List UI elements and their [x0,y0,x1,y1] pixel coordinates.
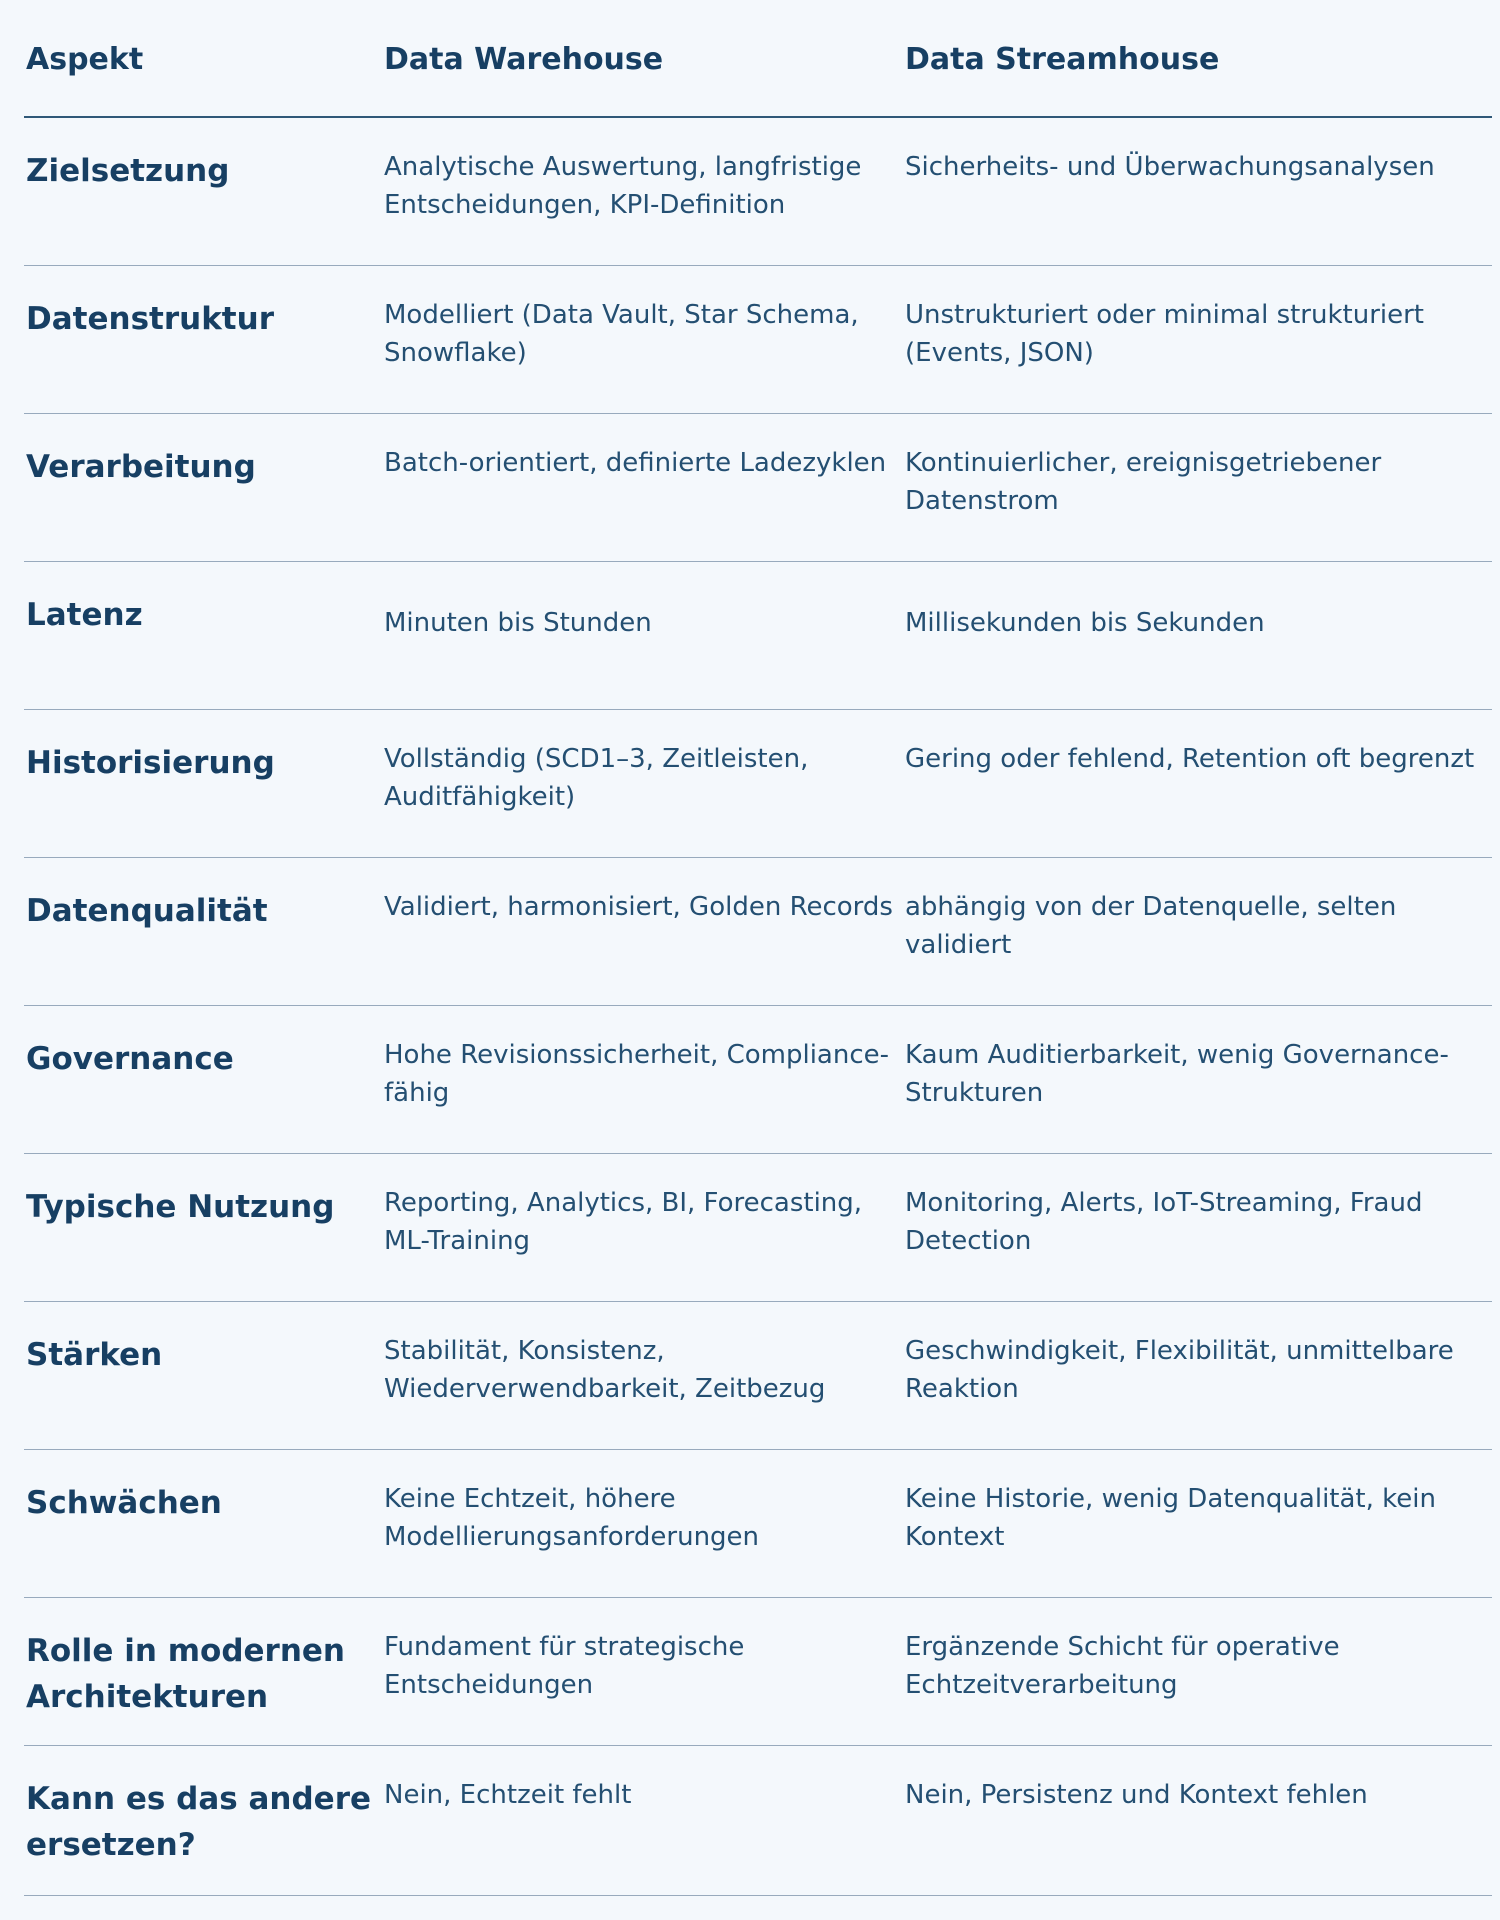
table-row [24,266,1492,414]
aspect-cell: Rolle in modernen Architekturen [26,1633,345,1715]
streamhouse-cell: Kaum Auditierbarkeit, wenig Governance-Strukturen [905,1040,1449,1108]
table-row [24,562,1492,710]
streamhouse-cell: Unstrukturiert oder minimal strukturiert (Events, JSON) [905,300,1424,368]
streamhouse-cell: abhängig von der Datenquelle, selten validiert [905,892,1397,960]
warehouse-cell: Nein, Echtzeit fehlt [384,1780,632,1810]
warehouse-cell: Batch-orientiert, definierte Ladezyklen [384,448,887,478]
warehouse-cell: Vollständig (SCD1–3, Zeitleisten, Auditfähigkeit) [384,744,809,812]
table-row [24,1154,1492,1302]
warehouse-cell: Stabilität, Konsistenz, Wiederverwendbarkeit, Zeitbezug [384,1336,826,1404]
table-row [24,1302,1492,1450]
aspect-cell: Verarbeitung [26,449,256,485]
aspect-cell: Latenz [26,597,143,633]
streamhouse-cell: Geschwindigkeit, Flexibilität, unmittelbare Reaktion [905,1336,1454,1404]
table-row [24,1746,1492,1896]
warehouse-cell: Minuten bis Stunden [384,608,652,638]
aspect-cell: Zielsetzung [26,153,230,189]
streamhouse-cell: Gering oder fehlend, Retention oft begrenzt [905,744,1475,774]
warehouse-cell: Analytische Auswertung, langfristige Entscheidungen, KPI-Definition [384,152,862,220]
warehouse-cell: Modelliert (Data Vault, Star Schema, Snowflake) [384,300,859,368]
warehouse-cell: Fundament für strategische Entscheidungen [384,1632,745,1700]
comparison-table [24,0,1492,1896]
warehouse-cell: Hohe Revisionssicherheit, Compliance-fähig [384,1040,890,1108]
header-data-streamhouse: Data Streamhouse [905,41,1220,77]
table-header [24,0,1492,118]
table-row [24,710,1492,858]
aspect-cell: Datenqualität [26,893,268,929]
streamhouse-cell: Sicherheits- und Überwachungsanalysen [905,152,1435,182]
aspect-cell: Schwächen [26,1485,222,1521]
aspect-cell: Typische Nutzung [26,1189,335,1225]
warehouse-cell: Validiert, harmonisiert, Golden Records [384,892,893,922]
aspect-cell: Historisierung [26,745,275,781]
table-row [24,118,1492,266]
aspect-cell: Datenstruktur [26,301,274,337]
streamhouse-cell: Nein, Persistenz und Kontext fehlen [905,1780,1368,1810]
streamhouse-cell: Keine Historie, wenig Datenqualität, kein Kontext [905,1484,1436,1552]
streamhouse-cell: Monitoring, Alerts, IoT-Streaming, Fraud Detection [905,1188,1423,1256]
table-row [24,414,1492,562]
table-row [24,1598,1492,1746]
aspect-cell: Governance [26,1041,234,1077]
streamhouse-cell: Kontinuierlicher, ereignisgetriebener Datenstrom [905,448,1382,516]
aspect-cell: Kann es das andere ersetzen? [26,1781,372,1863]
streamhouse-cell: Millisekunden bis Sekunden [905,608,1265,638]
streamhouse-cell: Ergänzende Schicht für operative Echtzeitverarbeitung [905,1632,1340,1700]
warehouse-cell: Reporting, Analytics, BI, Forecasting, ML-Training [384,1188,863,1256]
table-row [24,1450,1492,1598]
warehouse-cell: Keine Echtzeit, höhere Modellierungsanforderungen [384,1484,760,1552]
header-data-warehouse: Data Warehouse [384,41,664,77]
aspect-cell: Stärken [26,1337,163,1373]
table-row [24,1006,1492,1154]
table-row [24,858,1492,1006]
header-aspect: Aspekt [26,41,144,77]
